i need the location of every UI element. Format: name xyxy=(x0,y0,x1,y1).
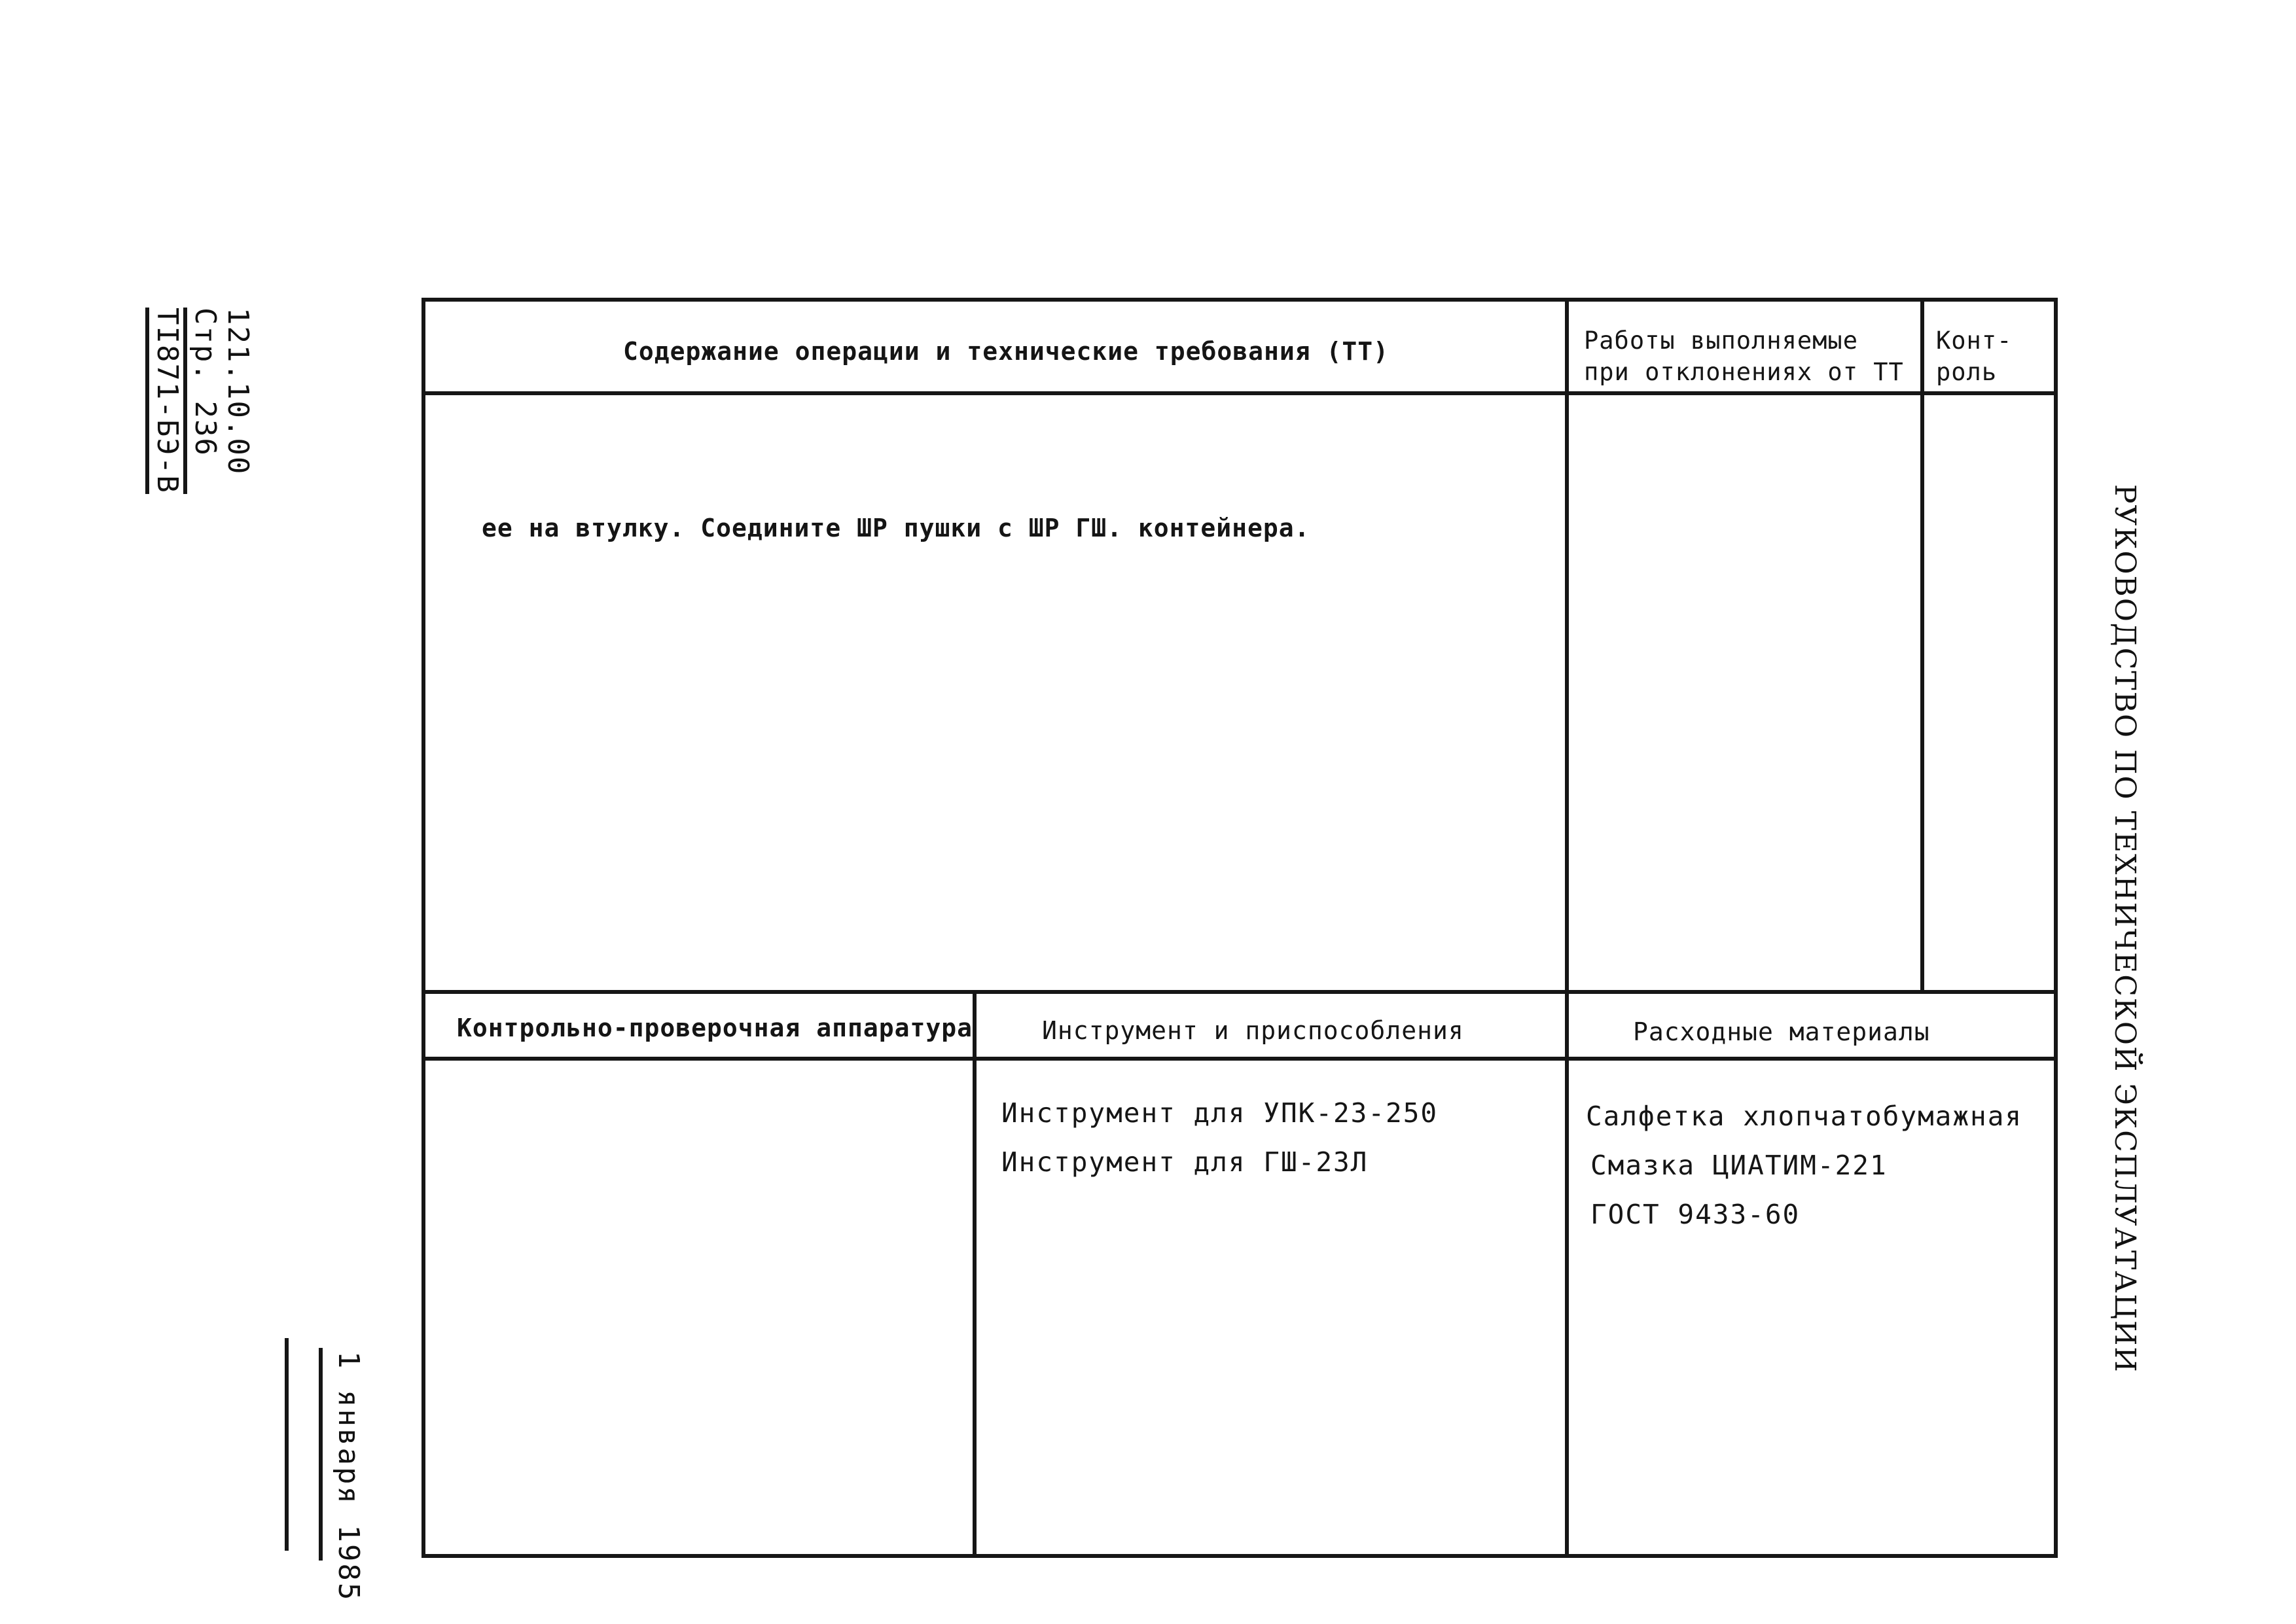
table-right-border xyxy=(2054,298,2058,1558)
header-control-line1: Конт- xyxy=(1936,327,2013,355)
table-bottom-border xyxy=(422,1554,2058,1558)
header-control xyxy=(1936,325,2012,388)
bottom-header-divider xyxy=(422,1057,2058,1061)
equipment-tools-divider xyxy=(973,990,977,1558)
issue-date: 1 января 1985 xyxy=(332,1351,365,1602)
header-tools: Инструмент и приспособления xyxy=(1042,1016,1464,1045)
deviation-control-divider xyxy=(1920,298,1924,994)
table-top-border xyxy=(422,298,2058,302)
header-control-line2: роль xyxy=(1936,358,1998,387)
table-left-border xyxy=(422,298,425,1558)
manual-title: РУКОВОДСТВО ПО ТЕХНИЧЕСКОЙ ЭКСПЛУАТАЦИИ xyxy=(2108,484,2142,1373)
content-deviation-divider xyxy=(1565,298,1569,1558)
header-control-equipment: Контрольно-проверочная аппаратура xyxy=(457,1014,973,1042)
header-bottom-border xyxy=(422,391,2058,395)
middle-divider xyxy=(422,990,2058,994)
material-item: Салфетка хлопчатобумажная xyxy=(1586,1101,2023,1132)
model-label: ТІ871-БЭ-В xyxy=(145,308,183,494)
operation-text: ее на втулку. Соедините ШР пушки с ШР ГШ. контейнера. xyxy=(482,514,1310,542)
header-deviation-line2: при отклонениях от ТТ xyxy=(1584,358,1904,387)
header-materials: Расходные материалы xyxy=(1633,1017,1930,1046)
document-identifier-block xyxy=(145,308,254,494)
material-item: Смазка ЦИАТИМ-221 xyxy=(1590,1150,1888,1181)
date-rule-right xyxy=(319,1348,323,1561)
header-deviation-works xyxy=(1584,325,1904,388)
doc-code: 121.10.00 xyxy=(221,308,255,476)
tool-item: Инструмент для УПК-23-250 xyxy=(1001,1097,1439,1129)
header-operation-content: Содержание операции и технические требования (ТТ) xyxy=(623,337,1390,366)
material-item: ГОСТ 9433-60 xyxy=(1590,1199,1801,1230)
header-deviation-line1: Работы выполняемые xyxy=(1584,327,1858,355)
tool-item: Инструмент для ГШ-23Л xyxy=(1001,1146,1369,1178)
date-rule-left xyxy=(285,1338,289,1551)
page-label: Стр. 236 xyxy=(183,308,221,494)
